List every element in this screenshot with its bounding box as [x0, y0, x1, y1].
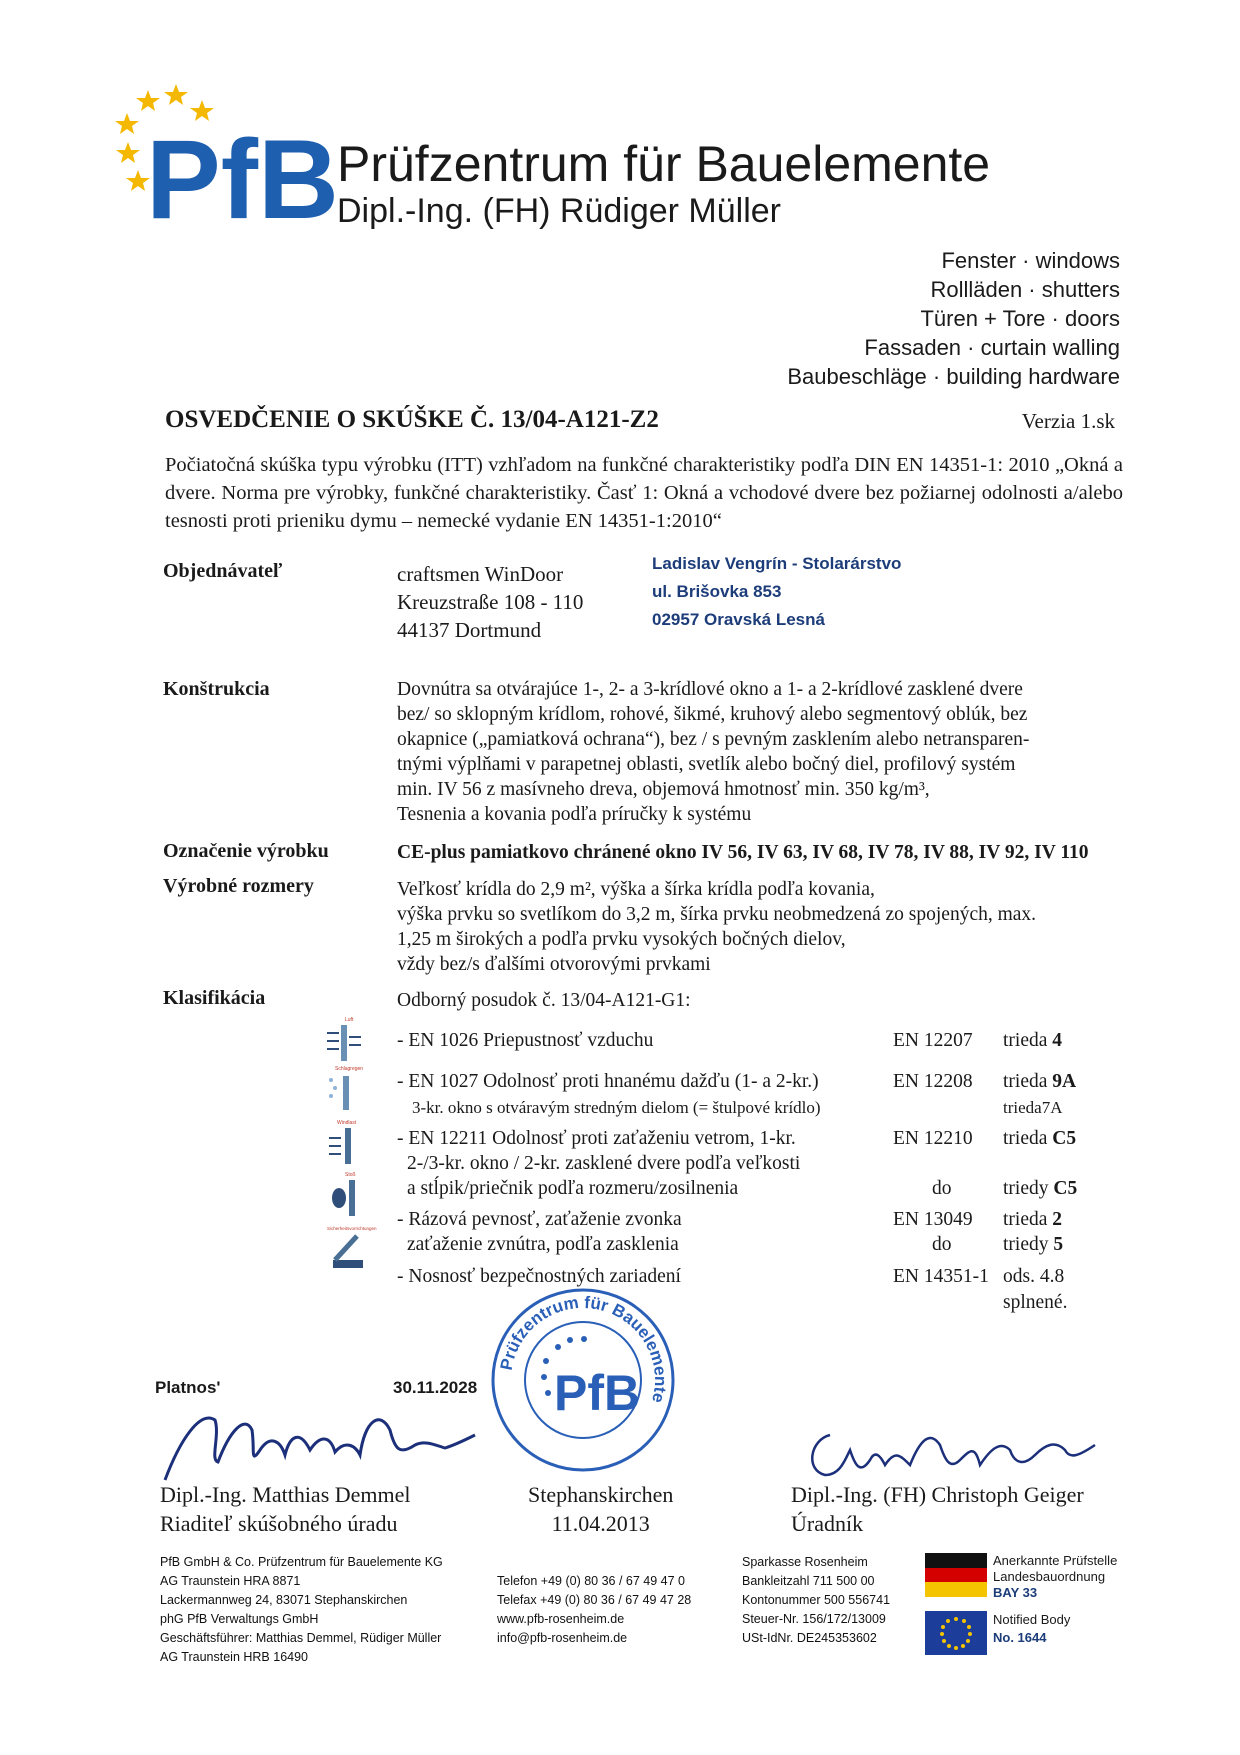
recognition-line: Landesbauordnung [993, 1569, 1106, 1584]
svg-text:Windlast: Windlast [337, 1120, 357, 1126]
footer-line: PfB GmbH & Co. Prüfzentrum für Bauelemente KG [160, 1555, 443, 1569]
classification-standard: do [932, 1178, 952, 1199]
sizes-line: Veľkosť krídla do 2,9 m², výška a šírka krídla podľa kovania, [397, 879, 875, 900]
address-line: Ladislav Vengrín - Stolarárstvo [652, 554, 902, 573]
classification-class [1003, 1028, 1062, 1053]
footer-contact [497, 1572, 691, 1648]
document-version: Verzia 1.sk [1021, 409, 1115, 433]
footer-line: Telefax +49 (0) 80 36 / 67 49 47 28 [497, 1593, 692, 1607]
classification-standard: EN 12208 [893, 1071, 973, 1092]
classification-class [1003, 1069, 1076, 1094]
document-title: OSVEDČENIE O SKÚŠKE Č. 13/04-A121-Z2 [165, 406, 659, 433]
orderer-stamp-address [652, 550, 901, 634]
impact-icon [325, 1170, 375, 1220]
footer-line: Bankleitzahl 711 500 00 [742, 1574, 875, 1588]
classification-row: 3-kr. okno s otváravým stredným dielom (= štulpové krídlo) [412, 1098, 821, 1117]
recognition-line: Anerkannte Prüfstelle [993, 1553, 1118, 1568]
footer-line: Geschäftsführer: Matthias Demmel, Rüdiger Müller [160, 1631, 442, 1645]
validity-date: 30.11.2028 [393, 1378, 478, 1397]
address-line: Kreuzstraße 108 - 110 [397, 590, 584, 614]
sizes-label: Výrobné rozmery [163, 875, 314, 897]
signer1-name: Dipl.-Ing. Matthias Demmel [160, 1482, 411, 1507]
services-list [787, 246, 1120, 391]
signer1-role: Riaditeľ skúšobného úradu [160, 1511, 398, 1536]
place-date-block [528, 1480, 673, 1538]
construction-line: Dovnútra sa otvárajúce 1-, 2- a 3-krídlové okno a 1- a 2-krídlové zasklené dvere [397, 679, 1023, 700]
classification-row: 2-/3-kr. okno / 2-kr. zasklené dvere podľa veľkosti [407, 1153, 801, 1174]
svg-text:Luft: Luft [345, 1017, 354, 1023]
orderer-label: Objednávateľ [163, 560, 283, 582]
org-name: Prüfzentrum für Bauelemente [337, 136, 991, 192]
class-text: trieda [1003, 1209, 1053, 1230]
classification-class [1003, 1126, 1076, 1151]
address-line: craftsmen WinDoor [397, 562, 564, 586]
classification-standard: EN 14351-1 [893, 1266, 989, 1287]
product-label: Označenie výrobku [163, 840, 329, 862]
notified-line: Notified Body [993, 1612, 1071, 1627]
service-item: Türen + Tore · doors [920, 306, 1120, 331]
svg-text:Schlagregen: Schlagregen [335, 1066, 364, 1072]
classification-row: - EN 12211 Odolnosť proti zaťaženiu vetrom, 1-kr. [397, 1128, 796, 1149]
construction-label: Konštrukcia [163, 678, 270, 700]
footer-line: Kontonummer 500 556741 [742, 1593, 891, 1607]
rain-icon [325, 1064, 375, 1114]
classification-class: ods. 4.8 [1003, 1266, 1065, 1287]
service-item: Fenster · windows [941, 248, 1120, 273]
address-line: 02957 Oravská Lesná [652, 610, 825, 629]
product-value: CE-plus pamiatkovo chránené okno IV 56, IV 63, IV 68, IV 78, IV 88, IV 92, IV 110 [397, 842, 1089, 863]
class-value: 9A [1052, 1071, 1077, 1092]
sizes-text [397, 877, 1127, 977]
recognition-code: BAY 33 [993, 1585, 1038, 1600]
footer-line: Sparkasse Rosenheim [742, 1555, 868, 1569]
construction-line: Tesnenia a kovania podľa príručky k systému [397, 804, 752, 825]
service-item: Fassaden · curtain walling [864, 335, 1120, 360]
class-text: trieda [1003, 1128, 1053, 1149]
address-line: ul. Brišovka 853 [652, 582, 782, 601]
sizes-line: výška prvku so svetlíkom do 3,2 m, šírka prvku neobmedzená zo spojených, max. [397, 904, 1037, 925]
class-value: 4 [1052, 1030, 1063, 1051]
footer-line: Steuer-Nr. 156/172/13009 [742, 1612, 886, 1626]
address-line: 44137 Dortmund [397, 618, 542, 642]
classification-row: a stĺpik/priečnik podľa rozmeru/zosilnenia [407, 1178, 739, 1199]
class-value: 5 [1053, 1234, 1064, 1255]
svg-text:Sicherheitsvorrichtungen: Sicherheitsvorrichtungen [327, 1226, 377, 1231]
classification-class [1003, 1176, 1077, 1201]
footer-bank [742, 1553, 890, 1648]
svg-text:PfB: PfB [146, 117, 339, 242]
notified-number: No. 1644 [993, 1630, 1047, 1645]
class-text: triedy [1003, 1178, 1054, 1199]
class-text: trieda [1003, 1071, 1053, 1092]
classification-class [1003, 1207, 1062, 1232]
footer-company [160, 1553, 443, 1667]
orderer-address [397, 560, 583, 644]
class-value: 2 [1052, 1209, 1063, 1230]
footer-line: AG Traunstein HRB 16490 [160, 1650, 308, 1664]
classification-row: zaťaženie zvnútra, podľa zasklenia [407, 1234, 679, 1255]
construction-line: min. IV 56 z masívneho dreva, objemová hmotnosť min. 350 kg/m³, [397, 779, 930, 800]
service-item: Rollläden · shutters [930, 277, 1120, 302]
construction-text [397, 677, 1117, 827]
classification-class: trieda7A [1003, 1098, 1063, 1117]
classification-row: - EN 1026 Priepustnosť vzduchu [397, 1030, 654, 1051]
footer-line: USt-IdNr. DE245353602 [742, 1631, 877, 1645]
classification-standard: EN 12207 [893, 1030, 973, 1051]
service-item: Baubeschläge · building hardware [787, 364, 1120, 389]
footer-line: info@pfb-rosenheim.de [497, 1631, 628, 1645]
footer-line: www.pfb-rosenheim.de [497, 1612, 625, 1626]
signer1-block [160, 1480, 411, 1538]
org-subtitle: Dipl.-Ing. (FH) Rüdiger Müller [337, 192, 781, 230]
place: Stephanskirchen [528, 1482, 674, 1507]
classification-standard: EN 12210 [893, 1128, 973, 1149]
footer-line: Telefon +49 (0) 80 36 / 67 49 47 0 [497, 1574, 685, 1588]
signature-demmel [160, 1400, 480, 1490]
signer2-name: Dipl.-Ing. (FH) Christoph Geiger [791, 1482, 1084, 1507]
german-flag-icon [925, 1553, 987, 1597]
classification-class: splnené. [1003, 1292, 1068, 1313]
footer-line: phG PfB Verwaltungs GmbH [160, 1612, 319, 1626]
construction-line: okapnice („pamiatková ochrana“), bez / s pevným zasklením alebo netransparen- [397, 729, 1030, 750]
wind-load-icon [325, 1118, 375, 1168]
class-value: C5 [1052, 1128, 1077, 1149]
safety-devices-icon [325, 1224, 375, 1274]
svg-text:Prüfzentrum für Bauelemente: Prüfzentrum für Bauelemente [496, 1292, 671, 1405]
classification-intro: Odborný posudok č. 13/04-A121-G1: [397, 990, 691, 1011]
construction-line: tnými výplňami v parapetnej oblasti, svetlík alebo bočný diel, profilový systém [397, 754, 1016, 775]
footer-line: Lackermannweg 24, 83071 Stephanskirchen [160, 1593, 408, 1607]
notified-body-block [993, 1611, 1070, 1647]
date: 11.04.2013 [551, 1511, 650, 1536]
signer2-block [791, 1480, 1084, 1538]
air-permeability-icon [325, 1015, 375, 1065]
classification-standard: EN 13049 [893, 1209, 973, 1230]
classification-row: - Rázová pevnosť, zaťaženie zvonka [397, 1209, 682, 1230]
validity-label: Platnos' [155, 1378, 221, 1397]
classification-label: Klasifikácia [163, 987, 266, 1009]
classification-row: - EN 1027 Odolnosť proti hnanému dažďu (1- a 2-kr.) [397, 1071, 819, 1092]
signer2-role: Úradník [791, 1511, 864, 1536]
construction-line: bez/ so sklopným krídlom, rohové, šikmé, kruhový alebo segmentový oblúk, bez [397, 704, 1028, 725]
official-stamp [488, 1285, 678, 1475]
class-text: triedy [1003, 1234, 1054, 1255]
sizes-line: 1,25 m širokých a podľa prvku vysokých bočných dielov, [397, 929, 846, 950]
sizes-line: vždy bez/s ďalšími otvorovými prvkami [397, 954, 711, 975]
svg-text:PfB: PfB [554, 1365, 641, 1421]
intro-paragraph: Počiatočná skúška typu výrobku (ITT) vzhľadom na funkčné charakteristiky podľa DIN EN 14351-1: 2010 „Okná a dvere. Norma pre výrobky, funkčné charakteristiky. Časť 1: Okná a vchodové dvere bez požiarnej odolnosti a/alebo tesnosti proti prieniku dymu – nemecké vydanie EN 14351-1:2010“ [165, 454, 1123, 532]
eu-flag-icon [925, 1611, 987, 1655]
classification-standard: do [932, 1234, 952, 1255]
pfb-logo [118, 78, 339, 242]
footer-line: AG Traunstein HRA 8871 [160, 1574, 301, 1588]
classification-class [1003, 1232, 1063, 1257]
svg-text:Stoß: Stoß [345, 1172, 356, 1178]
class-text: trieda [1003, 1030, 1053, 1051]
class-value: C5 [1053, 1178, 1078, 1199]
classification-row: - Nosnosť bezpečnostných zariadení [397, 1266, 681, 1287]
recognition-block [993, 1553, 1117, 1601]
